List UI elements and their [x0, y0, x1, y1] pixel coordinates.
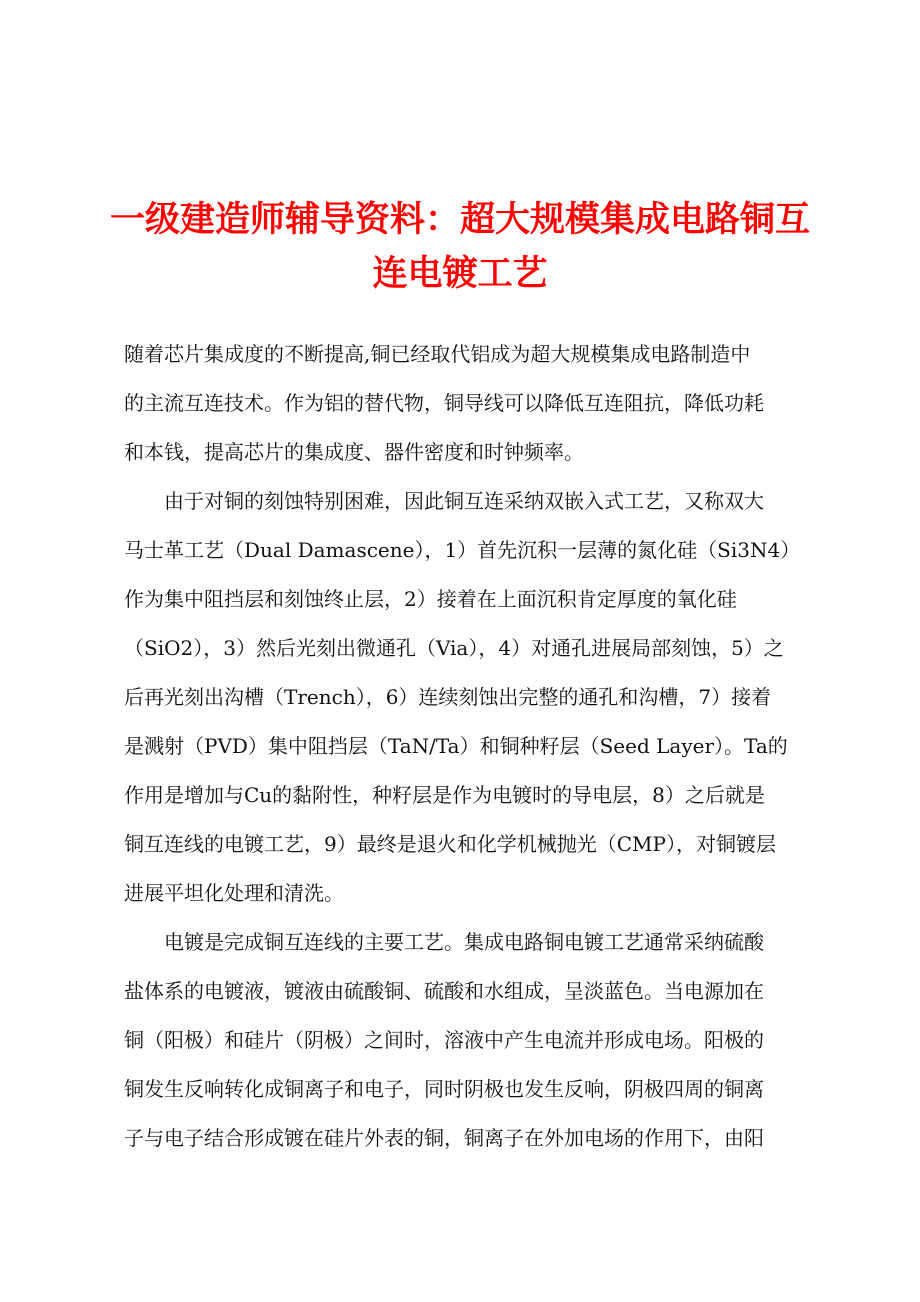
paragraph-intro	[124, 330, 804, 477]
text-line: 铜互连线的电镀工艺，9）最终是退火和化学机械抛光（CMP），对铜镀层	[124, 832, 776, 856]
text-line: 盐体系的电镀液，镀液由硫酸铜、硫酸和水组成，呈淡蓝色。当电源加在	[124, 979, 764, 1003]
text-line: 的主流互连技术。作为铝的替代物，铜导线可以降低互连阻抗，降低功耗	[124, 391, 764, 415]
text-line: 是溅射（PVD）集中阻挡层（TaN/Ta）和铜种籽层（Seed Layer）。Ta的	[124, 734, 788, 758]
text-line: 由于对铜的刻蚀特别困难，因此铜互连采纳双嵌入式工艺，又称双大	[164, 489, 764, 513]
text-line: 电镀是完成铜互连线的主要工艺。集成电路铜电镀工艺通常采纳硫酸	[164, 930, 764, 954]
document-title	[110, 193, 810, 301]
paragraph-electroplating	[124, 918, 804, 1163]
text-line: 马士革工艺（Dual Damascene），1）首先沉积一层薄的氮化硅（Si3N4）	[124, 538, 801, 562]
text-line: 作用是增加与Cu的黏附性，种籽层是作为电镀时的导电层，8）之后就是	[124, 783, 765, 807]
text-line: 子与电子结合形成镀在硅片外表的铜，铜离子在外加电场的作用下，由阳	[124, 1126, 764, 1150]
paragraph-process	[124, 477, 804, 918]
text-line: 后再光刻出沟槽（Trench），6）连续刻蚀出完整的通孔和沟槽，7）接着	[124, 685, 772, 709]
document-body	[124, 330, 804, 1163]
text-line: 铜发生反响转化成铜离子和电子，同时阴极也发生反响，阴极四周的铜离	[124, 1077, 764, 1101]
text-line: 铜（阳极）和硅片（阴极）之间时，溶液中产生电流并形成电场。阳极的	[124, 1028, 764, 1052]
text-line: 和本钱，提高芯片的集成度、器件密度和时钟频率。	[124, 440, 584, 464]
text-line: 随着芯片集成度的不断提高,铜已经取代铝成为超大规模集成电路制造中	[124, 342, 751, 366]
title-line-1: 一级建造师辅导资料：超大规模集成电路铜互	[110, 199, 811, 240]
text-line: 作为集中阻挡层和刻蚀终止层，2）接着在上面沉积肯定厚度的氧化硅	[124, 587, 737, 611]
text-line: 进展平坦化处理和清洗。	[124, 881, 344, 905]
title-line-2: 连电镀工艺	[372, 253, 548, 294]
text-line: （SiO2），3）然后光刻出微通孔（Via），4）对通孔进展局部刻蚀，5）之	[124, 636, 784, 660]
